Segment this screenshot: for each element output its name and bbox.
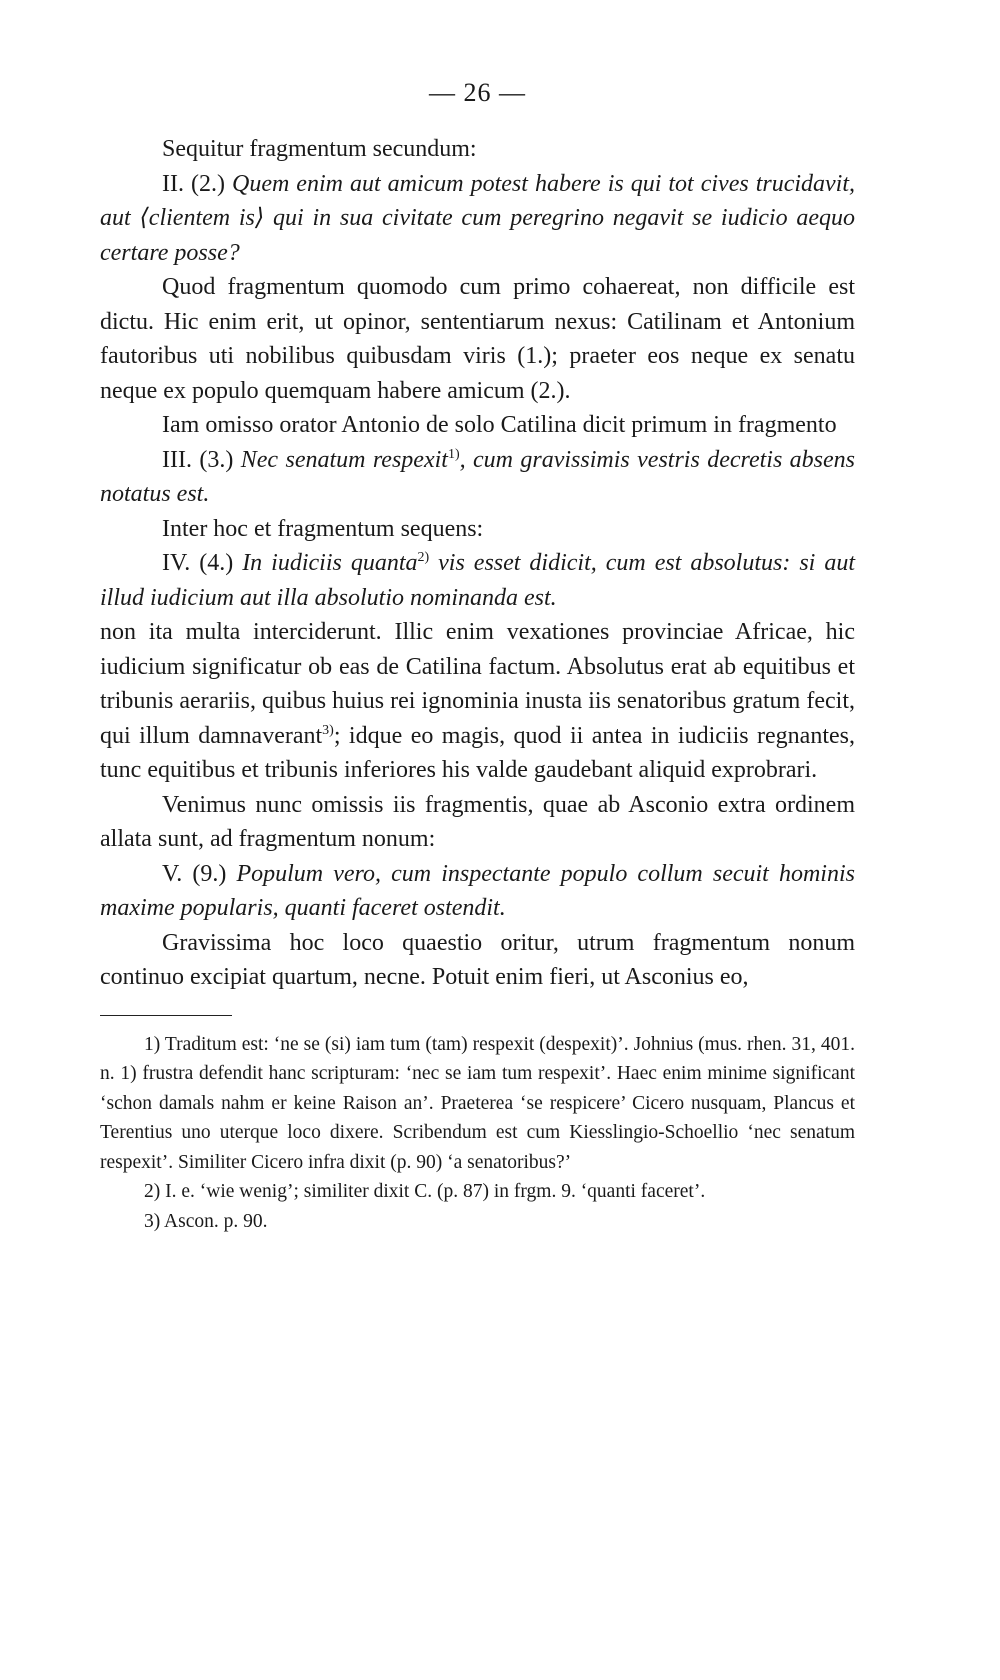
- paragraph-africa-text-b: ; idque eo magis, quod ii antea in iudiciis regnantes, tunc equitibus et tribunis inferiores his valde gaudebant aliquid exprobrari.: [100, 722, 855, 783]
- fragment-4-text-a: In iudiciis quanta: [242, 550, 418, 576]
- paragraph-question: Gravissima hoc loco quaestio oritur, utrum fragmentum nonum continuo excipiat quartum, necne. Potuit enim fieri, ut Asconius eo,: [100, 929, 855, 990]
- fragment-2: [100, 167, 855, 271]
- paragraph-africa-text-a: non ita multa interciderunt. Illic enim vexationes provinciae Africae, hic iudicium significatur ob eas de Catilina factum. Absolutus erat ab equitibus et tribunis aerariis, quibus huius rei ignominia inusta iis senatoribus gratum fecit, qui illum damnaverant: [100, 619, 855, 749]
- paragraph-discussion: Quod fragmentum quomodo cum primo cohaereat, non difficile est dictu. Hic enim erit, ut opinor, sententiarum nexus: Catilinam et Antonium fautoribus uti nobilibus quibusdam viris (1.); praeter eos neque ex senatu neque ex populo quemquam habere amicum (2.).: [100, 274, 855, 404]
- footnote-ref-3: 3): [322, 722, 334, 738]
- fragment-4-text-b: vis esset didicit, cum est absolutus: si aut illud iudicium aut illa absolutio nominanda est.: [100, 550, 855, 611]
- footnotes: [100, 1030, 855, 1237]
- footnote-ref-2: 2): [417, 550, 430, 565]
- fragment-4-number: IV. (4.): [162, 550, 243, 576]
- fragment-3-number: III. (3.): [162, 446, 241, 473]
- fragment-9-text: Populum vero, cum inspectante populo collum secuit hominis maxime popularis, quanti faceret ostendit.: [100, 860, 855, 921]
- page-number: — 26 —: [429, 78, 526, 107]
- fragment-4: [100, 546, 855, 615]
- paragraph-intro-fragment-4: Inter hoc et fragmentum sequens:: [162, 515, 484, 542]
- fragment-9-number: V. (9.): [162, 860, 237, 887]
- page: [100, 78, 855, 1236]
- footnote-2: 2) I. e. ʻwie wenig’; similiter dixit C. (p. 87) in frgm. 9. ʻquanti faceret’.: [144, 1181, 706, 1202]
- fragment-3-text-a: Nec senatum respexit: [240, 446, 448, 473]
- footnote-1: 1) Traditum est: ʻne se (si) iam tum (tam) respexit (despexit)’. Johnius (mus. rhen. 31, 401. n. 1) frustra defendit hanc scripturam: ʻnec se iam tum respexit’. Haec enim minime significant ʻschon damals nahm er keine Raison an’. Praeterea ʻse respicere’ Cicero nusquam, Plancus et Terentius uno uterque loco dixere. Scribendum est cum Kiesslingio-Schoellio ʻnec senatum respexit’. Similiter Cicero infra dixit (p. 90) ʻa senatoribus?’: [100, 1033, 855, 1173]
- main-text: [100, 132, 855, 995]
- paragraph-intro-fragment-3: Iam omisso orator Antonio de solo Catilina dicit primum in fragmento: [162, 412, 837, 438]
- fragment-2-text: Quem enim aut amicum potest habere is qui tot cives trucidavit, aut ⟨clientem is⟩ qui in sua civitate cum peregrino negavit se iudicio aequo certare posse?: [100, 170, 856, 266]
- paragraph-africa: [100, 615, 855, 788]
- fragment-3: [100, 443, 855, 512]
- paragraph-intro-fragment-2: Sequitur fragmentum secundum:: [162, 136, 477, 162]
- footnote-divider: [100, 1015, 232, 1016]
- fragment-3-text-b: , cum gravissimis vestris decretis absens notatus est.: [100, 446, 856, 507]
- fragment-2-number: II. (2.): [162, 170, 232, 197]
- footnote-ref-1: 1): [447, 446, 460, 462]
- footnote-3: 3) Ascon. p. 90.: [144, 1210, 268, 1232]
- fragment-9: [100, 857, 855, 926]
- paragraph-intro-fragment-9: Venimus nunc omissis iis fragmentis, quae ab Asconio extra ordinem allata sunt, ad fragmentum nonum:: [100, 791, 855, 852]
